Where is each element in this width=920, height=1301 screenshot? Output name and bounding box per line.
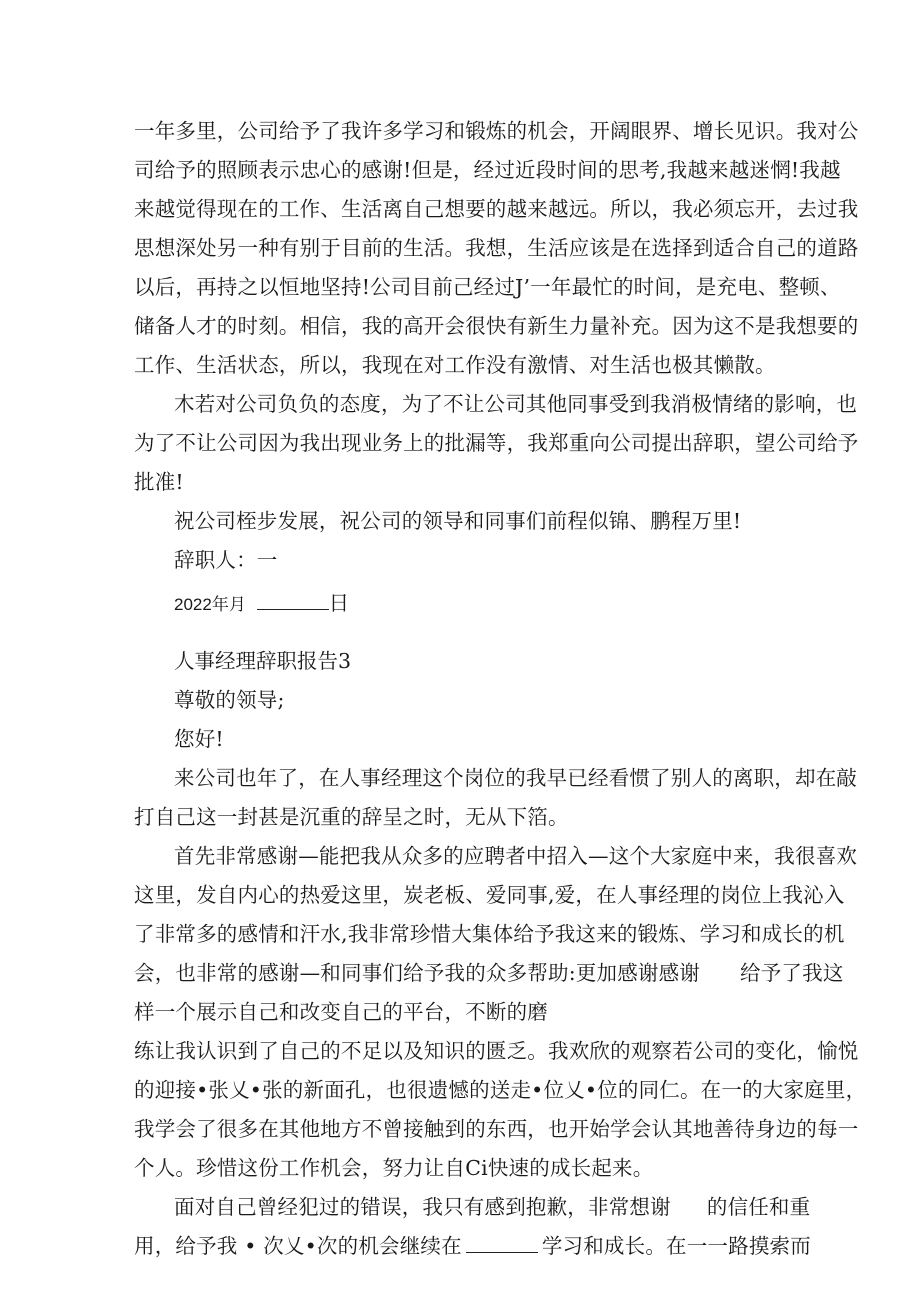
paragraph-5-line-5: 样一个展示自己和改变自己的平台，不断的磨: [134, 1000, 548, 1024]
paragraph-6-line-1: [174, 1192, 810, 1222]
paragraph-1-line-2: 司给予的照顾表示忠心的感谢!但是，经过近段时间的思考,我越来越迷惘!我越: [134, 158, 841, 182]
paragraph-6-blank: [466, 1234, 538, 1253]
section-heading: [174, 646, 351, 678]
paragraph-4-line-1: 来公司也年了，在人事经理这个岗位的我早已经看惯了别人的离职，却在敲: [174, 766, 858, 790]
paragraph-5-line-3: 了非常多的感情和汗水,我非常珍惜大集体给予我这来的锻炼、学习和成长的机: [134, 922, 845, 946]
paragraph-5-line-8: 我学会了很多在其他地方不曾接触到的东西，也开始学会认其地善待身边的每一: [134, 1117, 859, 1141]
paragraph-1-line-7: 工作、生活状态，所以，我现在对工作没有激情、对生活也极其懒散。: [134, 353, 776, 377]
paragraph-6-line-2-part-b: 学习和成长。在一一路摸索而: [541, 1234, 811, 1258]
date-prefix: 2022年月: [174, 595, 246, 614]
date-blank: [257, 591, 329, 610]
date-suffix: 日: [328, 591, 350, 615]
paragraph-5-line-4-part-a: 会，也非常的感谢—和同事们给予我的众多帮助:更加感谢感谢: [134, 961, 701, 985]
paragraph-6-line-1-part-b: 的信任和重: [706, 1195, 811, 1219]
paragraph-1-line-5: 以后，再持之以恒地坚持!公司目前己经过J’一年最忙的时间，是充电、整顿、: [134, 275, 841, 299]
paragraph-5-line-4-part-b: 给予了我这: [740, 961, 844, 985]
paragraph-1-line-6: 储备人才的时刻。相信，我的高开会很快有新生力量补充。因为这不是我想要的: [134, 314, 859, 338]
paragraph-5-line-4: [134, 958, 844, 988]
paragraph-6-line-2: [134, 1231, 811, 1261]
paragraph-6-line-2-part-a: 用，给予我 • 次乂•次的机会继续在: [134, 1234, 462, 1258]
paragraph-2-line-1: 木若对公司负负的态度，为了不让公司其他同事受到我消极情绪的影响，也: [174, 392, 858, 416]
date-line: [174, 588, 349, 620]
paragraph-5-line-7: 的迎接•张乂•张的新面孔，也很遗憾的送走•位乂•位的同仁。在一的大家庭里，: [134, 1078, 867, 1102]
signature-line: 辞职人：一: [174, 548, 278, 572]
section-heading-text: 人事经理辞职报告3: [174, 649, 352, 673]
paragraph-5-line-6: 练让我认识到了自己的不足以及知识的匮乏。我欢欣的观察若公司的变化，愉悦: [134, 1039, 859, 1063]
paragraph-2-line-3: 批准!: [134, 470, 184, 494]
greeting: 您好!: [174, 727, 224, 751]
closing-wish: 祝公司桎步发展，祝公司的领导和同事们前程似锦、鹏程万里!: [174, 509, 742, 533]
paragraph-5-line-1: 首先非常感谢—能把我从众多的应聘者中招入—这个大家庭中来，我很喜欢: [174, 844, 858, 868]
paragraph-1-line-1: 一年多里，公司给予了我许多学习和锻炼的机会，开阔眼界、增长见识。我对公: [134, 119, 859, 143]
paragraph-6-line-1-part-a: 面对自己曾经犯过的错误，我只有感到抱歉，非常想谢: [174, 1195, 671, 1219]
paragraph-2-line-2: 为了不让公司因为我出现业务上的批漏等，我郑重向公司提出辞职，望公司给予: [134, 431, 859, 455]
paragraph-5-line-2: 这里，发自内心的热爱这里，炭老板、爱同事,爱，在人事经理的岗位上我沁入: [134, 883, 845, 907]
salutation: 尊敬的领导;: [174, 688, 285, 712]
paragraph-1-line-3: 来越觉得现在的工作、生活离自己想要的越来越远。所以，我必须忘开，去过我: [134, 197, 859, 221]
paragraph-4-line-2: 打自己这一封甚是沉重的辞呈之时，无从下箔。: [134, 805, 569, 829]
paragraph-5-line-9: 个人。珍惜这份工作机会，努力让自Ci快速的成长起来。: [134, 1156, 654, 1180]
paragraph-1-line-4: 思想深处另一种有别于目前的生活。我想，生活应该是在选择到适合自己的道路: [134, 236, 859, 260]
